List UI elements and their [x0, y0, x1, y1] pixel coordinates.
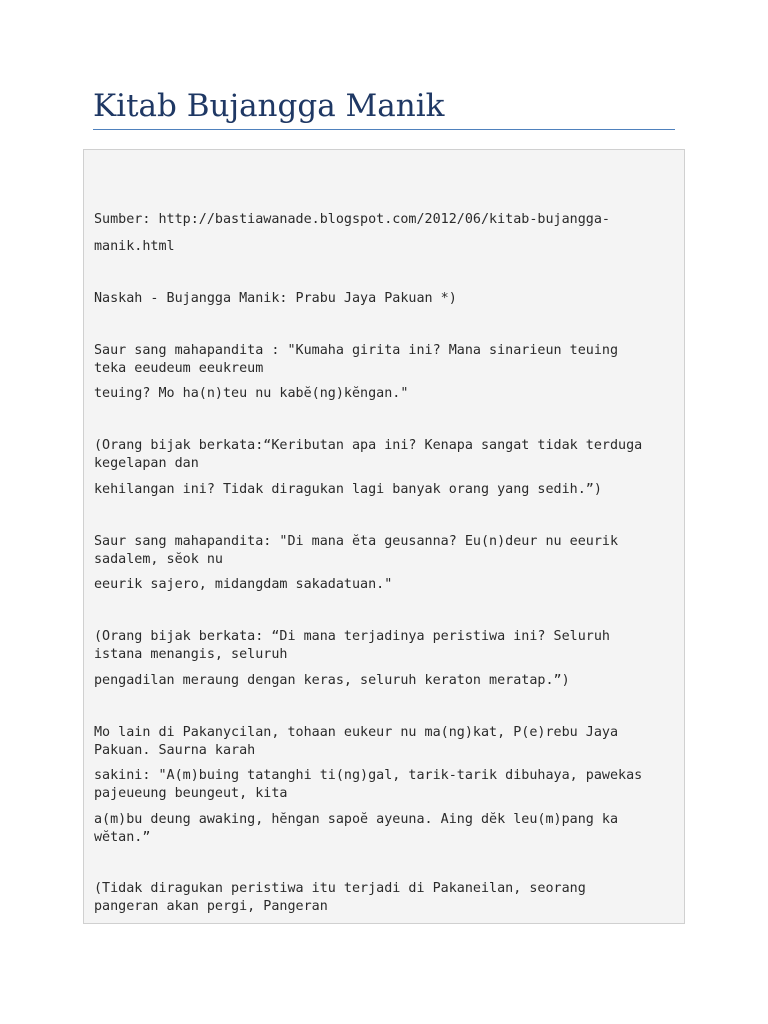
- text-line-verse-3-cont: sakini: "A(m)buing tatanghi ti(ng)gal, tarik-tarik dibuhaya, pawekas pajeueung beungeut, kita: [94, 768, 643, 801]
- text-line-verse-3-cont-2: a(m)bu deung awaking, hĕngan sapoĕ ayeuna. Aing dĕk leu(m)pang ka wĕtan.”: [94, 812, 619, 845]
- text-line-translation-1: (Orang bijak berkata:“Keributan apa ini? Kenapa sangat tidak terduga kegelapan dan: [94, 438, 643, 471]
- text-line-translation-1-cont: kehilangan ini? Tidak diragukan lagi banyak orang yang sedih.”): [94, 482, 602, 497]
- text-line-verse-1-cont: teuing? Mo ha(n)teu nu kabĕ(ng)kĕngan.": [94, 386, 409, 401]
- text-line-translation-2: (Orang bijak berkata: “Di mana terjadinya peristiwa ini? Seluruh istana menangis, seluruh: [94, 629, 610, 662]
- text-line-source-url-cont: manik.html: [94, 239, 175, 254]
- text-block: [83, 149, 685, 924]
- document-title: Kitab Bujangga Manik: [93, 88, 445, 124]
- text-line-verse-2-cont: eeurik sajero, midangdam sakadatuan.": [94, 577, 393, 592]
- text-line-verse-3: Mo lain di Pakanycilan, tohaan eukeur nu ma(ng)kat, P(e)rebu Jaya Pakuan. Saurna karah: [94, 725, 619, 758]
- text-line-translation-2-cont: pengadilan meraung dengan keras, seluruh keraton meratap.”): [94, 673, 570, 688]
- text-line-verse-1: Saur sang mahapandita : "Kumaha girita ini? Mana sinarieun teuing teka eeudeum eeukreum: [94, 343, 619, 376]
- text-line-verse-2: Saur sang mahapandita: "Di mana ĕta geusanna? Eu(n)deur nu eeurik sadalem, sĕok nu: [94, 534, 619, 567]
- text-line-manuscript: Naskah - Bujangga Manik: Prabu Jaya Pakuan *): [94, 291, 457, 306]
- title-underline: [93, 129, 675, 130]
- text-line-translation-3: (Tidak diragukan peristiwa itu terjadi di Pakaneilan, seorang pangeran akan pergi, Pangeran: [94, 881, 586, 914]
- text-line-source-url: Sumber: http://bastiawanade.blogspot.com/2012/06/kitab-bujangga-: [94, 212, 610, 227]
